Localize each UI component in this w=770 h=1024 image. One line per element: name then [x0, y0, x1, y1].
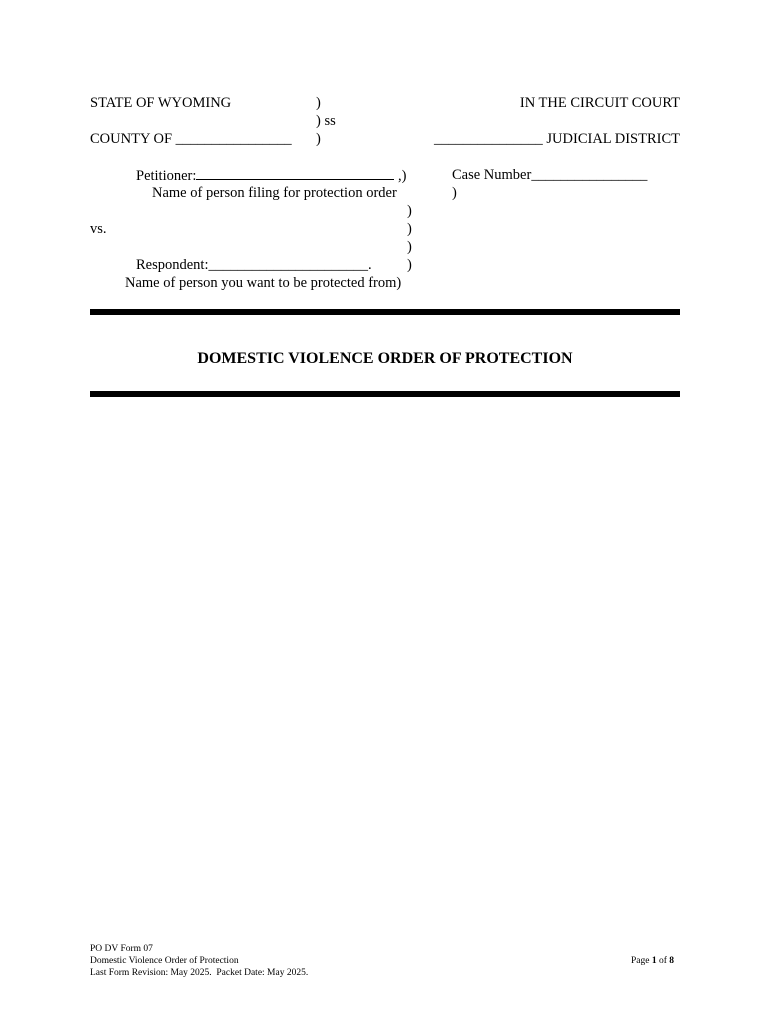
- caption-paren: ): [407, 203, 412, 219]
- state-label: STATE OF WYOMING: [90, 95, 232, 111]
- caption-paren: ): [407, 221, 412, 237]
- petitioner-label: Petitioner:: [136, 168, 197, 184]
- ss-label: ) ss: [316, 113, 336, 129]
- caption-paren: ): [452, 185, 457, 201]
- footer-form-id: PO DV Form 07: [90, 944, 153, 954]
- top-rule: [90, 309, 680, 315]
- caption-paren: ): [407, 257, 412, 273]
- petitioner-tail: ,): [394, 168, 407, 184]
- respondent-note: Name of person you want to be protected from): [125, 275, 402, 291]
- county-field[interactable]: COUNTY OF ________________: [90, 131, 292, 147]
- caption-paren: ): [316, 95, 321, 111]
- footer-form-name: Domestic Violence Order of Protection: [90, 956, 239, 966]
- page-prefix: Page: [630, 956, 652, 966]
- judicial-district-field[interactable]: _______________ JUDICIAL DISTRICT: [434, 131, 680, 147]
- bottom-rule: [90, 391, 680, 397]
- vs-label: vs.: [90, 221, 107, 237]
- page-current: 1: [651, 956, 657, 966]
- respondent-field[interactable]: Respondent:______________________.: [136, 257, 372, 273]
- page-number: [631, 955, 674, 967]
- page-of: of: [656, 956, 670, 966]
- petitioner-line: [136, 166, 407, 185]
- petitioner-name-field[interactable]: [196, 166, 394, 180]
- court-label: IN THE CIRCUIT COURT: [519, 95, 680, 111]
- footer-revision: Last Form Revision: May 2025. Packet Date: May 2025.: [90, 968, 309, 978]
- page-total: 8: [669, 956, 674, 966]
- case-number-field[interactable]: Case Number________________: [452, 167, 648, 183]
- caption-paren: ): [316, 131, 321, 147]
- caption-paren: ): [407, 239, 412, 255]
- petitioner-note: Name of person filing for protection order: [152, 185, 397, 201]
- document-title: DOMESTIC VIOLENCE ORDER OF PROTECTION: [197, 350, 573, 367]
